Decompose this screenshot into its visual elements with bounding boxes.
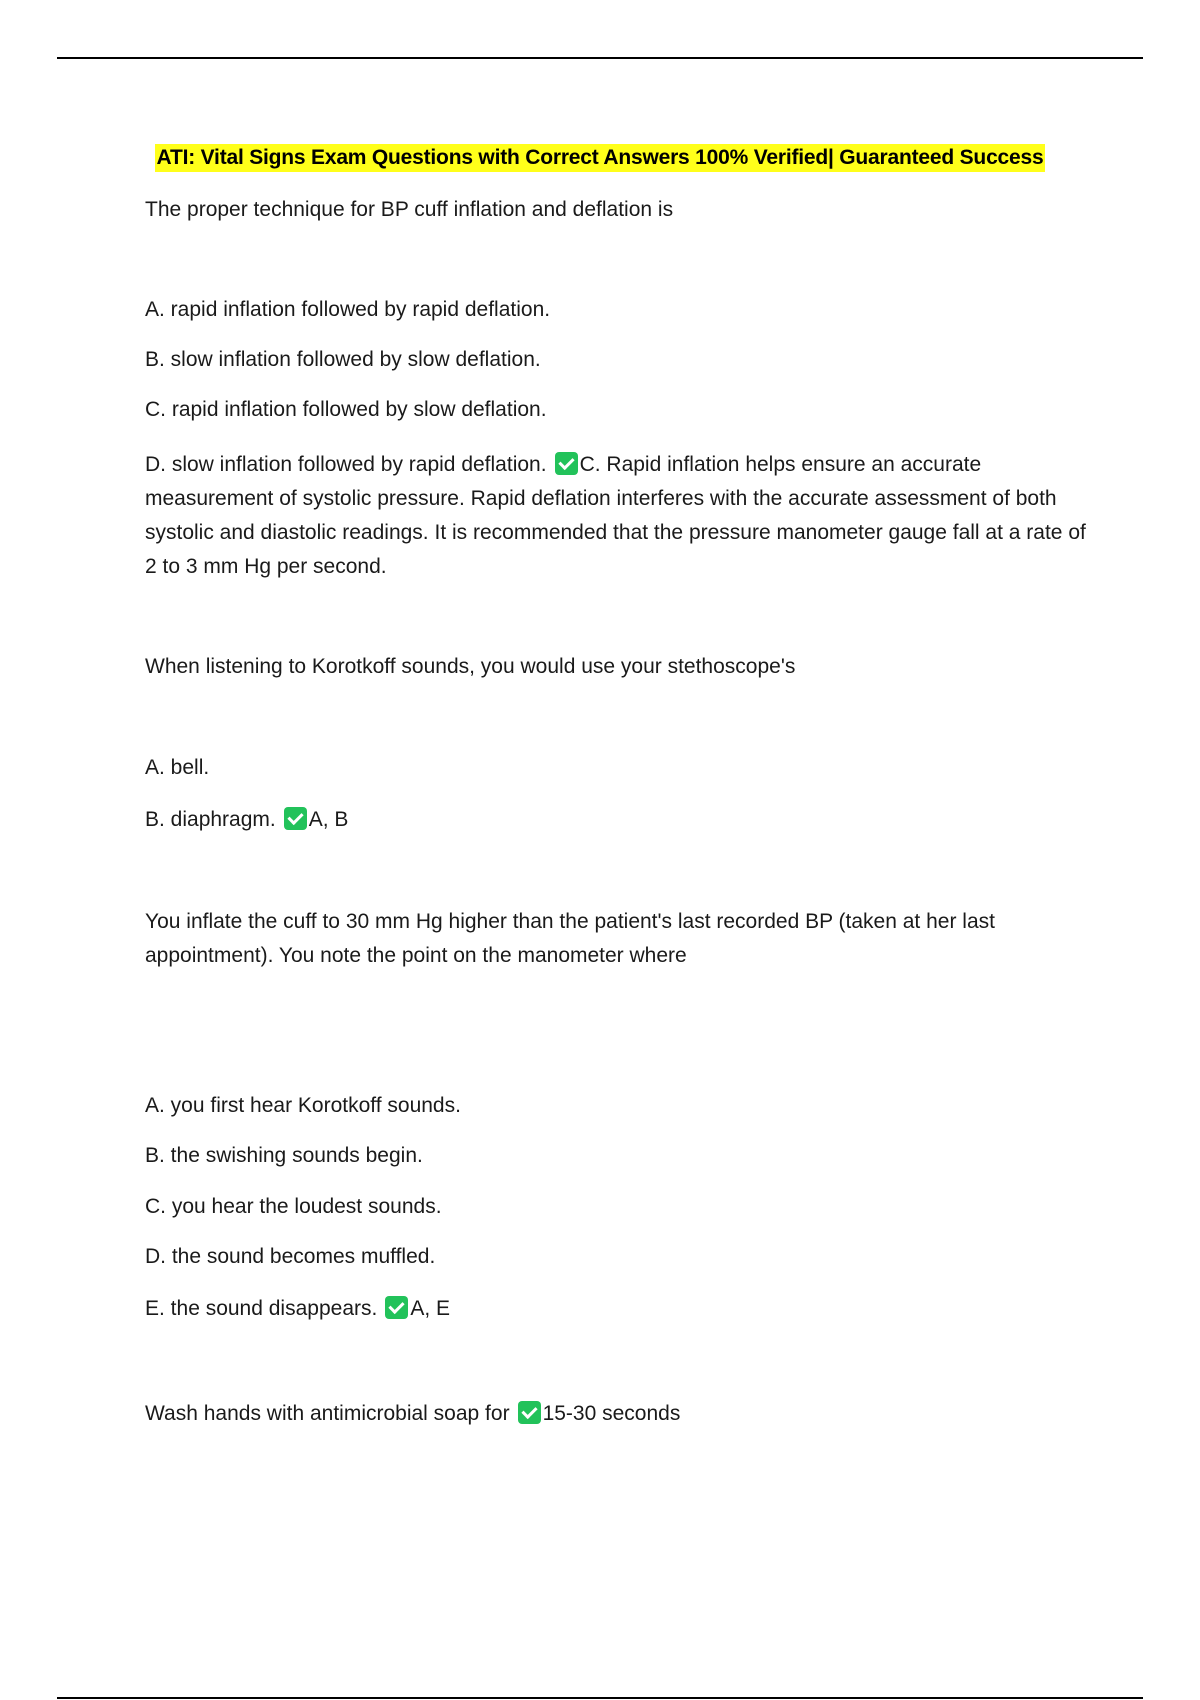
checkmark-icon <box>555 452 578 475</box>
checkmark-icon <box>518 1401 541 1424</box>
q3-answer: A, E <box>410 1297 451 1320</box>
question-4: Wash hands with antimicrobial soap for <box>145 1402 510 1425</box>
q1-answer: C. Rapid inflation helps ensure an accurate measurement of systolic pressure. Rapid deflation interferes with the accurate assessment of both systolic and diastolic readings. It is recommended that the pressure manometer gauge fall at a rate of 2 to 3 mm Hg per second. <box>145 453 1086 578</box>
q1-option-d: D. slow inflation followed by rapid deflation. <box>145 453 547 476</box>
question-4-with-answer <box>145 1397 1095 1431</box>
top-rule <box>57 57 1143 59</box>
q3-option-a: A. you first hear Korotkoff sounds. <box>145 1094 461 1117</box>
question-1: The proper technique for BP cuff inflation and deflation is <box>145 198 674 221</box>
title-container <box>0 144 1200 172</box>
checkmark-icon <box>284 807 307 830</box>
q2-answer: A, B <box>308 808 349 831</box>
q1-option-c: C. rapid inflation followed by slow deflation. <box>145 398 547 421</box>
document-title: ATI: Vital Signs Exam Questions with Correct Answers 100% Verified| Guaranteed Success <box>155 144 1046 172</box>
question-2: When listening to Korotkoff sounds, you would use your stethoscope's <box>145 655 796 678</box>
bottom-rule <box>57 1697 1143 1699</box>
q1-option-d-with-answer <box>145 448 1095 584</box>
q1-option-a: A. rapid inflation followed by rapid deflation. <box>145 298 551 321</box>
q3-option-d: D. the sound becomes muffled. <box>145 1245 436 1268</box>
q2-option-b-with-answer <box>145 803 1095 837</box>
q3-option-e-with-answer <box>145 1292 1095 1326</box>
q4-answer: 15-30 seconds <box>542 1402 681 1425</box>
q3-option-c: C. you hear the loudest sounds. <box>145 1195 442 1218</box>
q2-option-b: B. diaphragm. <box>145 808 276 831</box>
q2-option-a: A. bell. <box>145 756 210 779</box>
question-3: You inflate the cuff to 30 mm Hg higher than the patient's last recorded BP (taken at her last appointment). You note the point on the manometer where <box>145 910 995 967</box>
checkmark-icon <box>385 1296 408 1319</box>
q1-option-b: B. slow inflation followed by slow deflation. <box>145 348 541 371</box>
q3-option-b: B. the swishing sounds begin. <box>145 1144 423 1167</box>
q3-option-e: E. the sound disappears. <box>145 1297 378 1320</box>
